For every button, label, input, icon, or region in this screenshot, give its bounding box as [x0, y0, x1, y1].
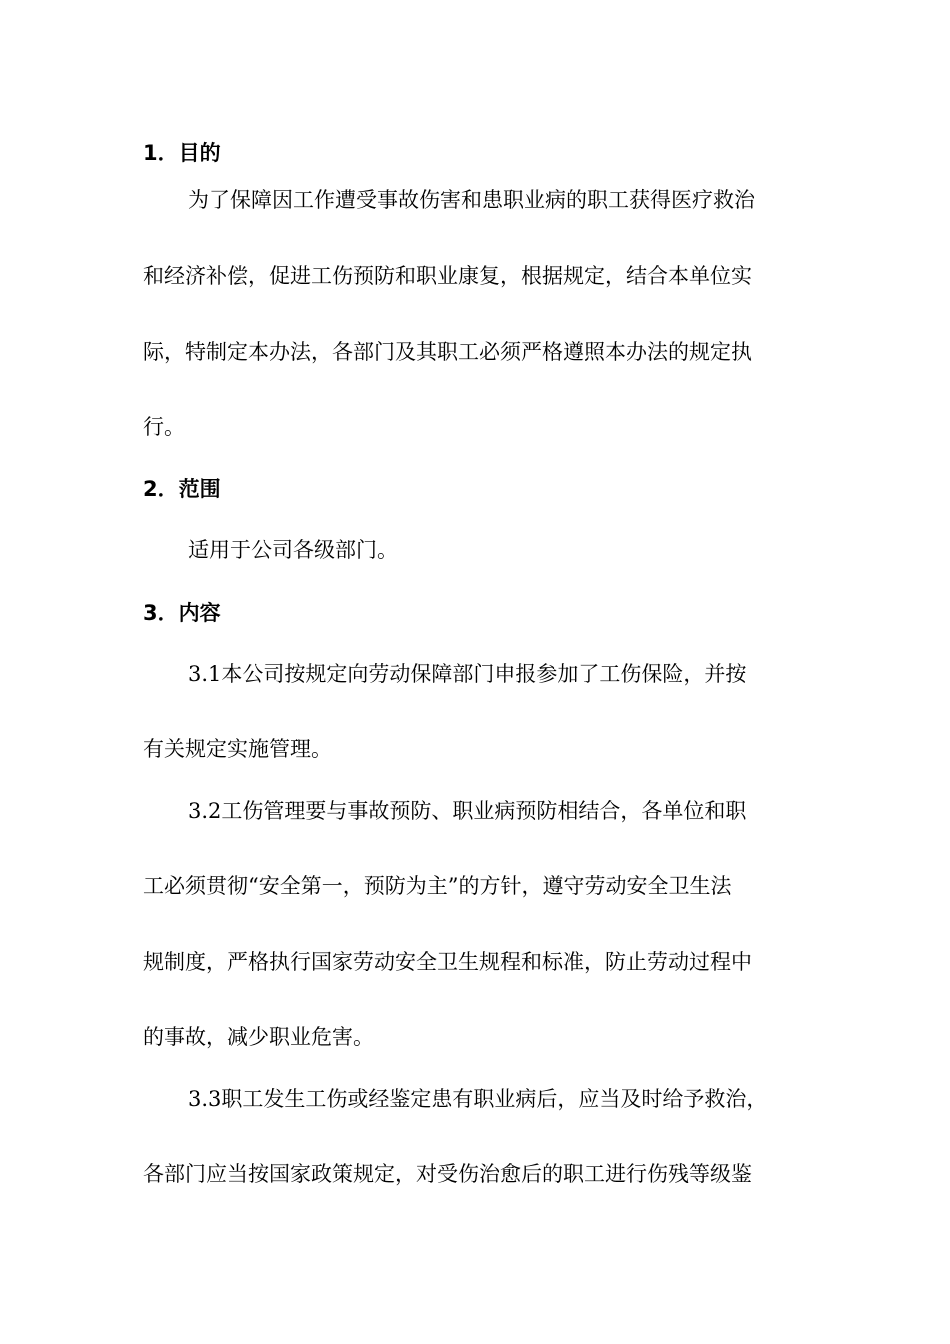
section-heading-content: 3．内容 [143, 601, 221, 625]
paragraph-line: 规制度，严格执行国家劳动安全卫生规程和标准，防止劳动过程中 [143, 950, 752, 974]
paragraph-line: 行。 [143, 415, 185, 439]
paragraph-line: 工必须贯彻“安全第一，预防为主”的方针，遵守劳动安全卫生法 [143, 874, 732, 898]
paragraph-line: 为了保障因工作遭受事故伤害和患职业病的职工获得医疗救治 [188, 188, 755, 212]
paragraph-line: 各部门应当按国家政策规定，对受伤治愈后的职工进行伤残等级鉴 [143, 1162, 752, 1186]
paragraph-line: 有关规定实施管理。 [143, 737, 332, 761]
section-heading-scope: 2．范围 [143, 477, 221, 501]
paragraph-line: 际，特制定本办法，各部门及其职工必须严格遵照本办法的规定执 [143, 340, 752, 364]
paragraph-line: 适用于公司各级部门。 [188, 538, 398, 562]
paragraph-line: 的事故，减少职业危害。 [143, 1025, 374, 1049]
section-heading-purpose: 1．目的 [143, 141, 221, 165]
paragraph-line: 3.2工伤管理要与事故预防、职业病预防相结合，各单位和职 [188, 799, 747, 823]
paragraph-line: 3.3职工发生工伤或经鉴定患有职业病后，应当及时给予救治， [188, 1087, 768, 1111]
paragraph-line: 3.1本公司按规定向劳动保障部门申报参加了工伤保险，并按 [188, 662, 747, 686]
paragraph-line: 和经济补偿，促进工伤预防和职业康复，根据规定，结合本单位实 [143, 264, 752, 288]
